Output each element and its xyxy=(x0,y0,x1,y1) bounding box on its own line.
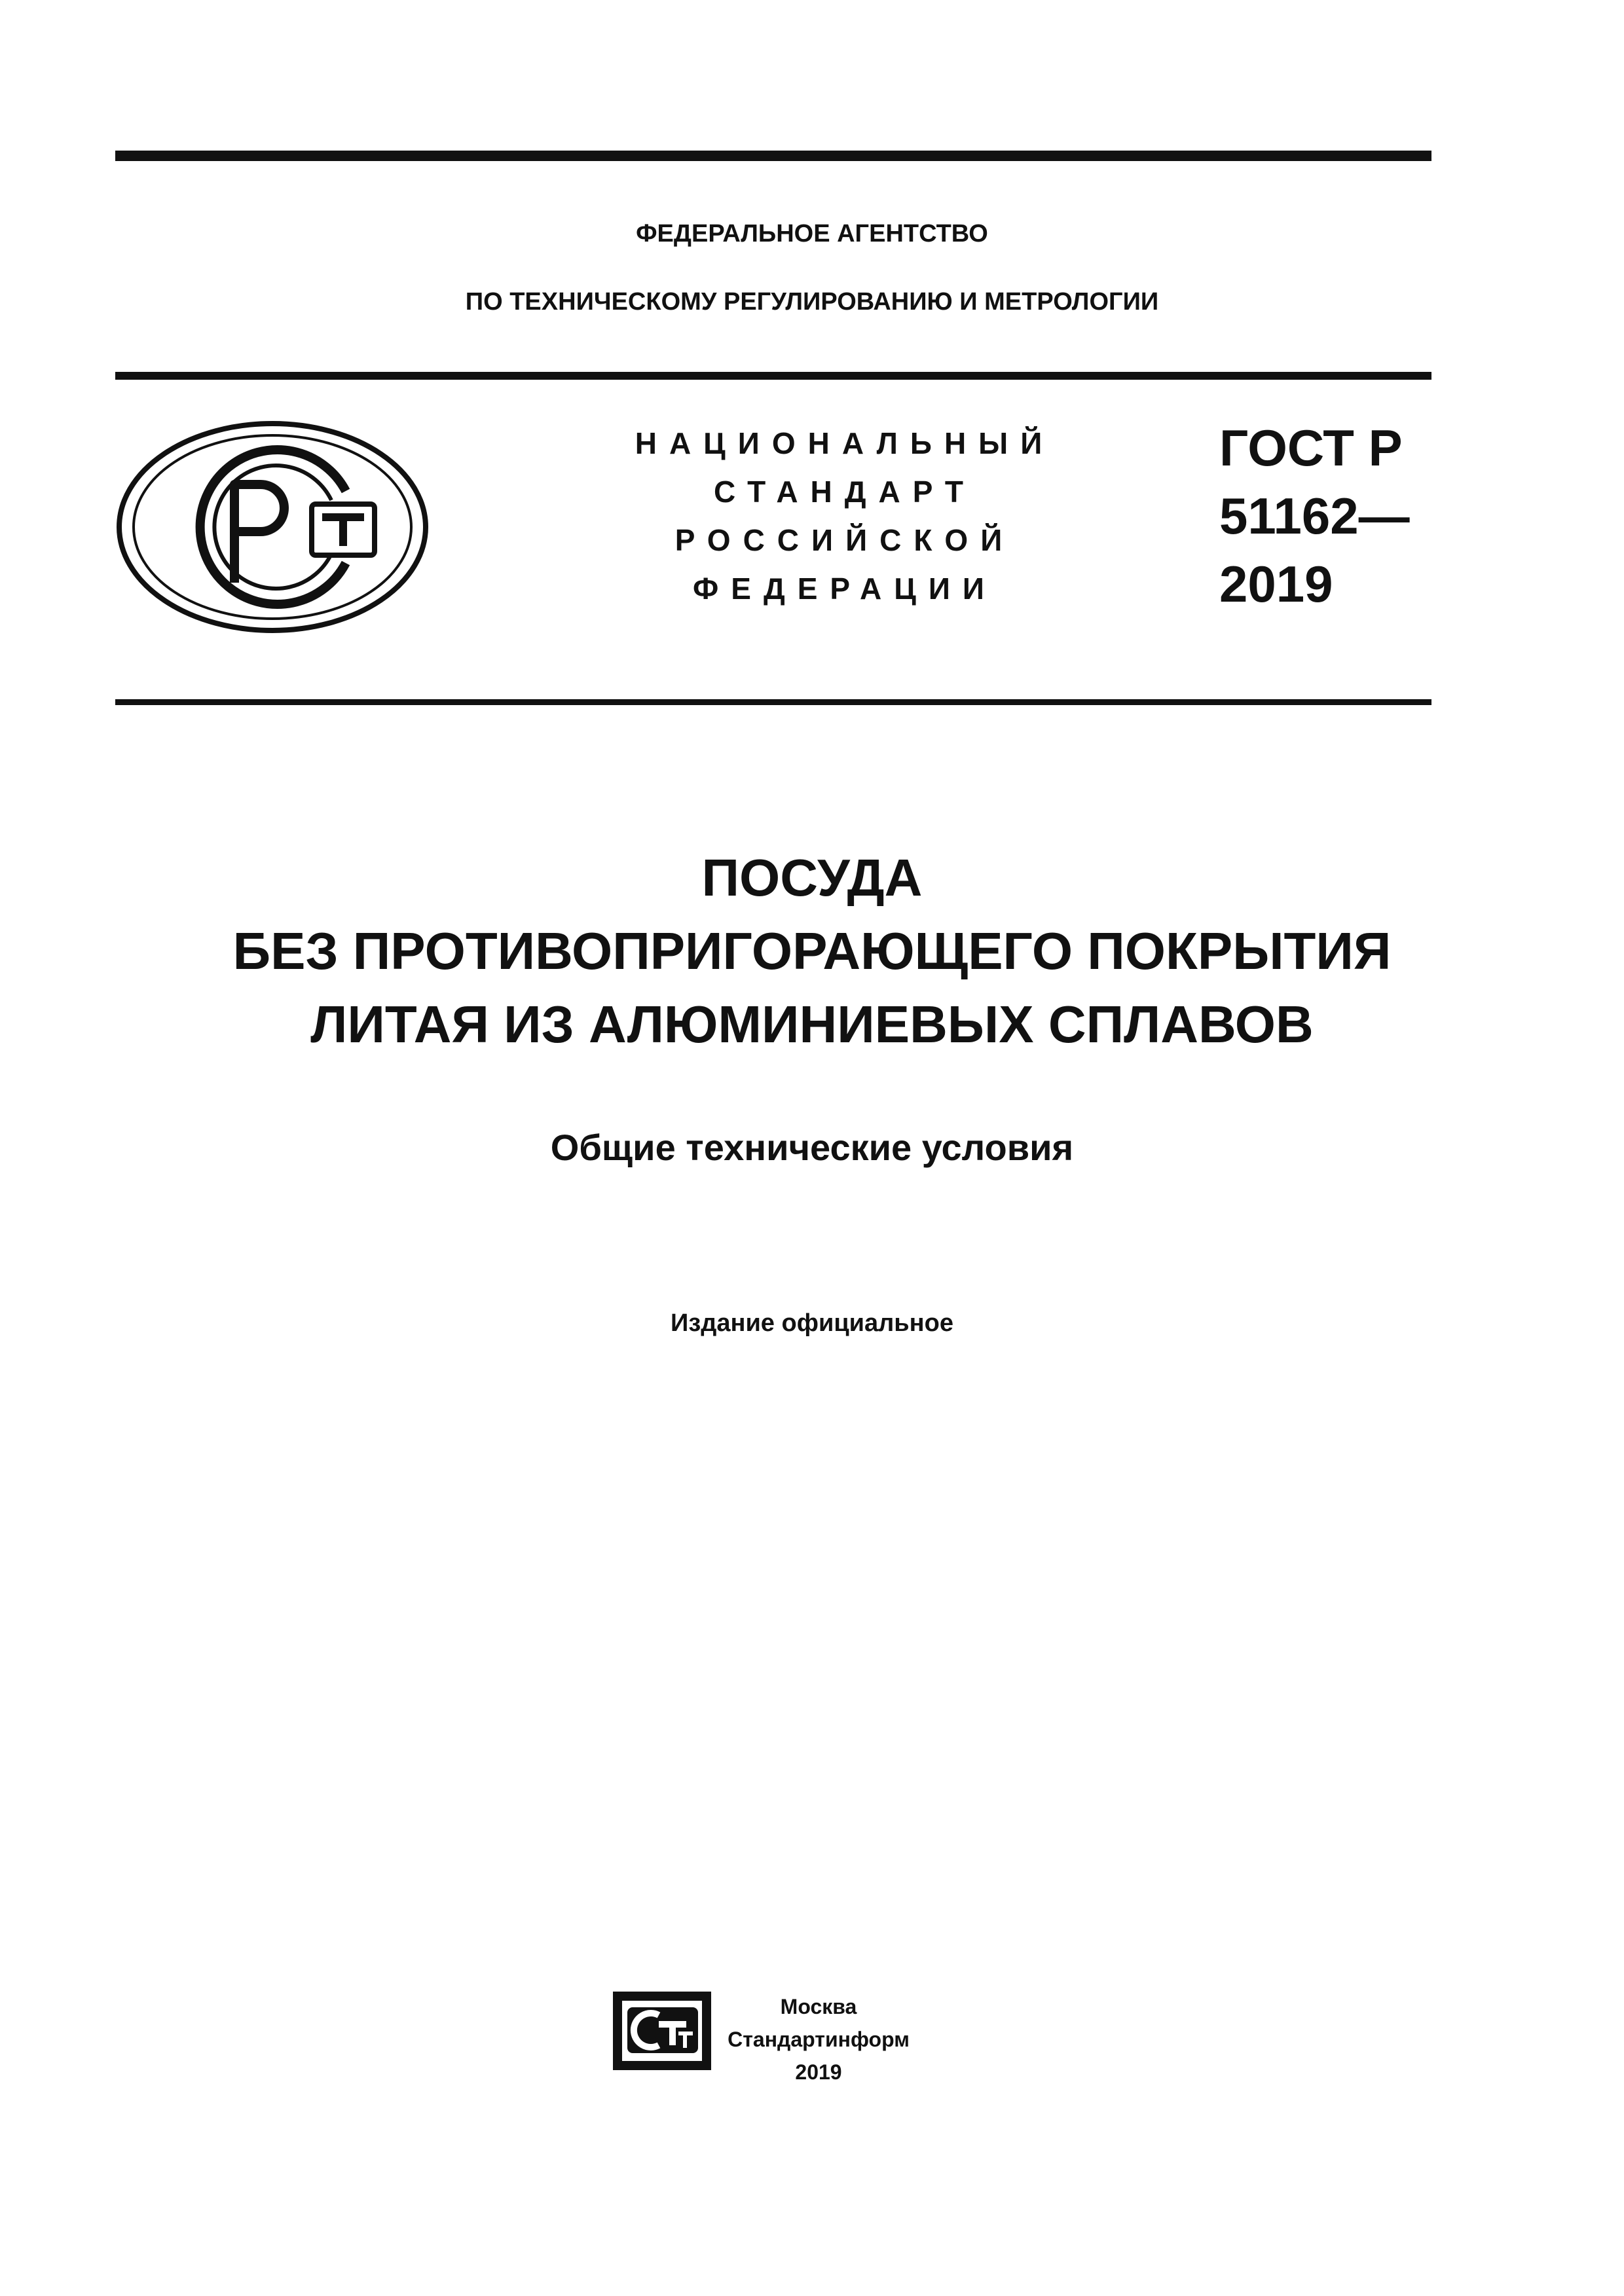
national-standard-line-2: СТАНДАРТ xyxy=(714,475,976,509)
document-subtitle: Общие технические условия xyxy=(550,1127,1074,1168)
designation-line-2: 51162— xyxy=(1219,487,1410,545)
publisher-year: 2019 xyxy=(795,2060,842,2084)
standartinform-logo-icon xyxy=(613,1992,711,2070)
designation-line-3: 2019 xyxy=(1219,555,1333,613)
header-rule xyxy=(115,372,1431,380)
agency-line-1: ФЕДЕРАЛЬНОЕ АГЕНТСТВО xyxy=(636,220,988,247)
publisher-imprint xyxy=(720,1990,917,2088)
national-standard-line-4: ФЕДЕРАЦИИ xyxy=(693,572,997,606)
designation-line-1: ГОСТ Р xyxy=(1219,419,1403,477)
edition-label: Издание официальное xyxy=(671,1309,953,1337)
national-standard-block xyxy=(589,419,1100,613)
publisher-city: Москва xyxy=(780,1995,857,2018)
agency-line-2: ПО ТЕХНИЧЕСКОМУ РЕГУЛИРОВАНИЮ И МЕТРОЛОГИИ xyxy=(465,288,1159,316)
standard-designation xyxy=(1219,414,1410,618)
title-line-2: БЕЗ ПРОТИВОПРИГОРАЮЩЕГО ПОКРЫТИЯ xyxy=(232,922,1392,980)
national-standard-line-3: РОССИЙСКОЙ xyxy=(674,523,1015,557)
title-line-3: ЛИТАЯ ИЗ АЛЮМИНИЕВЫХ СПЛАВОВ xyxy=(310,995,1314,1053)
top-rule xyxy=(115,151,1431,161)
title-line-1: ПОСУДА xyxy=(701,848,923,907)
national-standard-line-1: НАЦИОНАЛЬНЫЙ xyxy=(635,426,1055,460)
gost-r-certification-logo-icon xyxy=(115,419,430,635)
publisher-name: Стандартинформ xyxy=(728,2028,910,2051)
designation-rule xyxy=(115,699,1431,705)
document-title xyxy=(0,841,1624,1061)
